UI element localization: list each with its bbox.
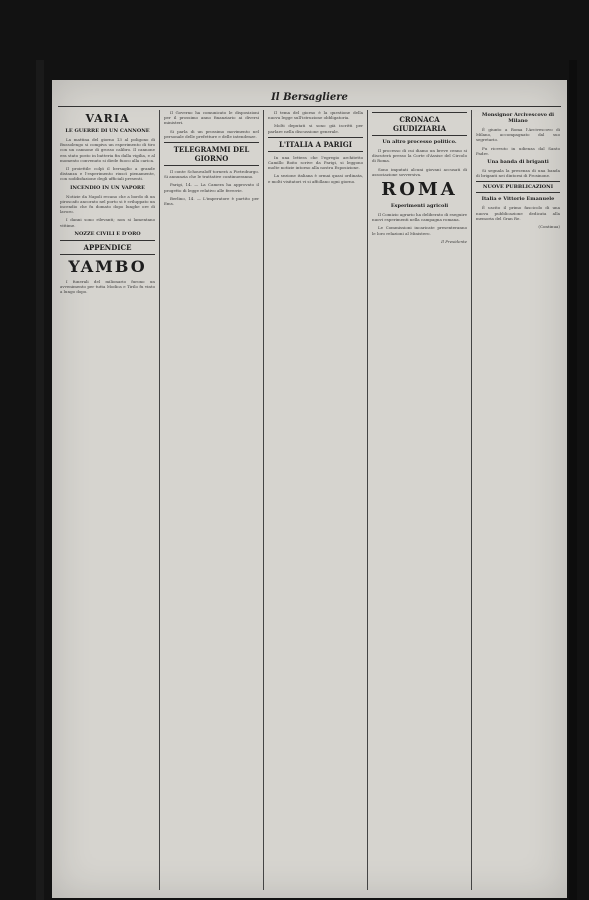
novel-title: YAMBO [68,256,147,276]
article-subheading: Italia e Vittorio Emanuele [481,196,555,203]
masthead-title: Il Bersagliere [271,92,348,103]
article-paragraph: Sono imputati alcuni giovani accusati di associazione sovversiva. [372,166,467,177]
article-paragraph: Il processo di cui diamo un breve cenno si discuterà presso la Corte d'Assise del Circolo di Roma. [372,148,467,164]
article-paragraph: Il conte Schouvaloff tornerà a Pietroburgo. Si annunzia che le trattative continueranno. [164,169,259,180]
article-paragraph: I funerali del milionario furono un avvenimento per tutta Modica e Tirilo fu vinto a lungo dopo. [60,278,155,295]
article-paragraph: Il Comizio agrario ha deliberato di eseguire nuovi esperimenti nella campagna romana. [372,212,467,223]
article-subheading: INCENDIO IN UN VAPORE [70,184,145,191]
column-3 [268,110,363,890]
article-subheading: Esperimenti agricoli [390,203,449,210]
article-paragraph: In una lettera che l'egregio architetto Camillo Boito scrive da Parigi, si leggono molte notizie intorno alla nostra Esposizione. [268,154,363,171]
column-divider [367,110,368,890]
article-paragraph: Parigi, 14. — La Camera ha approvato il progetto di legge relativo alle ferrovie. [164,182,259,193]
article-paragraph: La mattina del giorno 13 al poligono di Bussolengo si compiva un esperimento di tiro con un cannone di grosso calibro. Il cannone era stato posto in batteria fin dalla vigilia, e al momento convenuto si diede fuoco alla carica. [60,137,155,163]
italy-paris-heading: L'ITALIA A PARIGI [268,137,363,152]
article-paragraph: La sezione italiana è ormai quasi ordinata, e molti visitatori vi si affollano ogni giorno. [268,173,363,184]
article-paragraph: Il proiettile colpì il bersaglio a grande distanza e l'esperimento riuscì pienamente, con soddisfazione degli ufficiali presenti. [60,166,155,182]
article-paragraph: Notizie da Napoli recano che a bordo di un piroscafo ancorato nel porto si è sviluppato un incendio che fu domato dopo lunghe ore di lavoro. [60,193,155,215]
column-5 [476,110,560,890]
article-subheading: Monsignor Arcivescovo di Milano [481,112,555,124]
left-binding-edge [36,60,44,900]
appendix-heading: APPENDICE [60,240,155,255]
article-paragraph: È uscito il primo fascicolo di una nuova pubblicazione dedicata alla memoria del Gran Re. [476,205,560,221]
article-paragraph: I danni sono rilevanti; non si lamentano vittime. [60,217,155,228]
column-divider [263,110,264,890]
column-divider [471,110,472,890]
article-paragraph: Si parla di un prossimo movimento nel personale delle prefetture e delle intendenze. [164,128,259,139]
column-4 [372,110,467,890]
column-1 [60,110,155,890]
new-publications-heading: NUOVE PUBBLICAZIONI [476,181,560,193]
article-paragraph: Fu ricevuto in udienza dal Santo Padre. [476,145,560,156]
article-subheading: Un altro processo politico. [382,139,457,145]
court-chronicle-heading: CRONACA GIUDIZIARIA [372,112,467,136]
newspaper-page [52,80,567,898]
article-subheading: Una banda di briganti [487,159,549,166]
section-heading-varia: VARIA [85,112,130,125]
continued-note: (Continua) [538,224,560,230]
masthead-rule [58,106,561,107]
article-paragraph: Si segnala la presenza di una banda di briganti nei dintorni di Frosinone. [476,168,560,179]
article-paragraph: Il tema del giorno è la questione della nuova legge sull'istruzione obbligatoria. [268,110,363,121]
article-paragraph: Le Commissioni incaricate presenteranno le loro relazioni al Ministero. [372,225,467,236]
article-paragraph: Berlino, 14. — L'imperatore è partito per Ems. [164,195,259,207]
article-paragraph: È giunto a Roma l'Arcivescovo di Milano, accompagnato dal suo segretario. [476,127,560,143]
right-page-edge [569,60,577,900]
signature: Il Presidente [441,238,467,244]
column-2 [164,110,259,890]
telegrams-heading: TELEGRAMMI DEL GIORNO [164,142,259,166]
column-divider [159,110,160,890]
article-paragraph: Il Governo ha comunicato le disposizioni per il prossimo anno finanziario ai diversi ministeri. [164,110,259,126]
article-paragraph: Molti deputati si sono già iscritti per parlare nella discussione generale. [268,123,363,134]
rome-section-heading: ROMA [381,179,458,201]
article-subheading: NOZZE CIVILI E D'ORO [74,230,141,237]
article-subheading: LE GUERRE DI UN CANNONE [65,128,150,134]
